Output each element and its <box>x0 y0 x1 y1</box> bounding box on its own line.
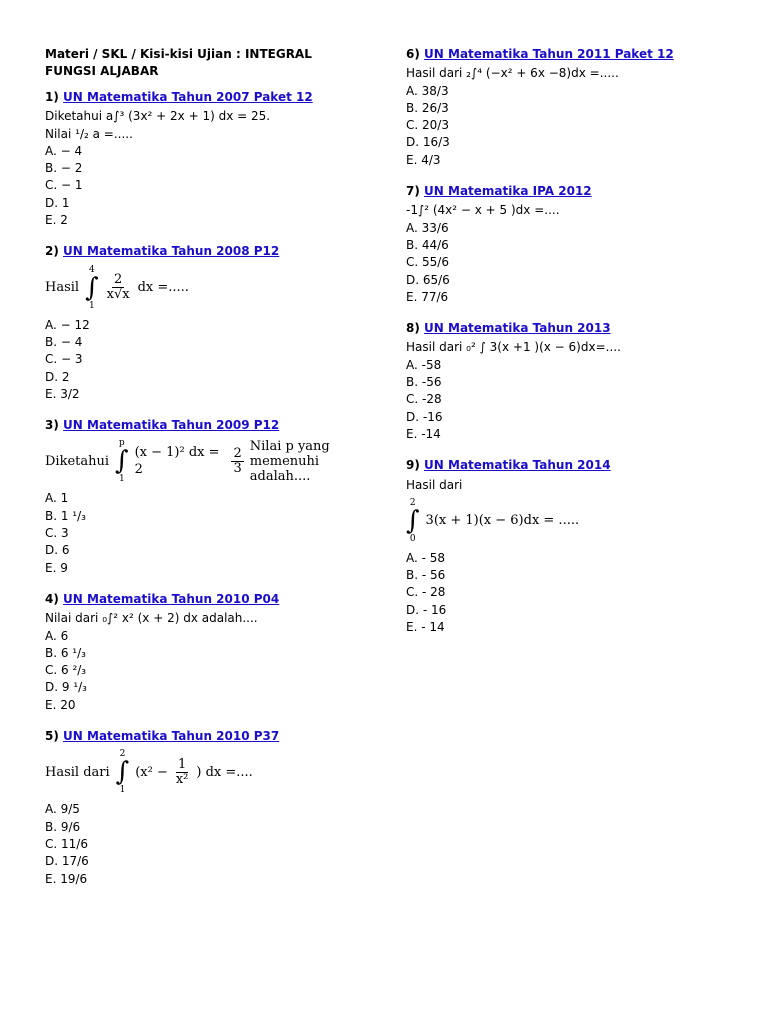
question-5-options <box>45 801 375 887</box>
question-1-link[interactable]: UN Matematika Tahun 2007 Paket 12 <box>63 90 313 104</box>
option-c: C. 11/6 <box>45 836 88 851</box>
question-3-formula: Diketahui p ∫ 1 (x − 1)² dx = 2 $\frac{2}{3}$ Nilai p yang memenuhi adalah.... <box>45 438 330 485</box>
document-title: Materi / SKL / Kisi-kisi Ujian : INTEGRAL FUNGSI ALJABAR <box>45 47 312 78</box>
option-b: B. - 56 <box>406 568 446 583</box>
option-b: B. 9/6 <box>45 819 81 834</box>
question-1-text-2: Nilai ¹/₂ a =..... <box>45 126 133 141</box>
question-2-link[interactable]: UN Matematika Tahun 2008 P12 <box>63 244 280 259</box>
question-9-link[interactable]: UN Matematika Tahun 2014 <box>424 458 611 473</box>
question-1: 1) UN Matematika Tahun 2007 Paket 12 Diketahui a∫³ (3x² + 2x + 1) dx = 25. Nilai ¹/₂ a =..... A. − 4 B. − 2 C. − 1 D. 1 E. 2 <box>45 89 375 229</box>
option-e: E. 2 <box>45 213 68 228</box>
option-e: E. 77/6 <box>406 289 449 304</box>
question-2-formula: Hasil 4 ∫ 1 $\frac{2}{x√x}$ dx =..... <box>45 264 189 311</box>
question-5-formula: Hasil dari 2 ∫ 1 (x² − $\frac{1}{\text{x²}}$ ) dx =.... <box>45 749 253 796</box>
question-1-text: Diketahui a∫³ (3x² + 2x + 1) dx = 25. <box>45 109 271 124</box>
option-e: E. - 14 <box>406 620 445 635</box>
option-b: B. − 4 <box>45 334 83 349</box>
option-c: C. 3 <box>45 526 69 541</box>
option-a: A. − 4 <box>45 143 83 158</box>
question-9-options <box>406 550 736 636</box>
question-6: 6) UN Matematika Tahun 2011 Paket 12 Hasil dari ₂∫⁴ (−x² + 6x −8)dx =..... A. 38/3 B. 26/3 C. 20/3 D. 16/3 E. 4/3 <box>406 46 736 169</box>
option-e: E. 3/2 <box>45 386 80 401</box>
option-d: D. 17/6 <box>45 854 89 869</box>
option-d: D. 1 <box>45 195 70 210</box>
question-8-link[interactable]: UN Matematika Tahun 2013 <box>424 321 611 336</box>
fraction: $\frac{2}{x√x}$ <box>106 272 130 303</box>
option-e: E. 19/6 <box>45 871 88 886</box>
question-9-text: Hasil dari <box>406 477 463 492</box>
integral-sign: 4 ∫ 1 <box>85 264 99 311</box>
option-b: B. 1 ¹/₃ <box>45 508 86 523</box>
option-b: B. 44/6 <box>406 237 449 252</box>
option-d: D. 65/6 <box>406 272 450 287</box>
left-column <box>45 46 375 902</box>
question-3-options <box>45 490 375 576</box>
option-d: D. 16/3 <box>406 135 450 150</box>
question-1-options <box>45 143 375 229</box>
option-d: D. 6 <box>45 543 70 558</box>
option-a: A. 1 <box>45 491 69 506</box>
option-e: E. 4/3 <box>406 152 441 167</box>
option-c: C. 20/3 <box>406 118 449 133</box>
option-a: A. 33/6 <box>406 220 449 235</box>
question-3-link[interactable]: UN Matematika Tahun 2009 P12 <box>63 418 280 433</box>
question-6-options <box>406 83 736 169</box>
question-4-link[interactable]: UN Matematika Tahun 2010 P04 <box>63 591 280 606</box>
fraction: $\frac{1}{\text{x²}}$ <box>175 756 189 787</box>
option-c: C. 6 ²/₃ <box>45 663 87 678</box>
question-8-text: Hasil dari ₀² ∫ 3(x +1 )(x − 6)dx=.... <box>406 340 621 355</box>
question-9: 9) UN Matematika Tahun 2014 Hasil dari 2 ∫ 0 3(x + 1)(x − 6)dx = ..... A. - 58 B. - 56 C. - 28 D. - 16 E. - 14 <box>406 457 736 636</box>
question-5: 5) UN Matematika Tahun 2010 P37 Hasil dari 2 ∫ 1 (x² − $\frac{1}{\text{x²}}$ ) dx =.... A. 9/5 B. 9/6 C. 11/6 D. 17/6 E. 19/6 <box>45 728 375 888</box>
question-4-text: Nilai dari ₀∫² x² (x + 2) dx adalah.... <box>45 611 258 626</box>
question-2-options <box>45 317 375 403</box>
option-b: B. 6 ¹/₃ <box>45 645 86 660</box>
option-b: B. − 2 <box>45 161 83 176</box>
question-8-options <box>406 357 736 443</box>
option-c: C. − 3 <box>45 352 83 367</box>
option-c: C. -28 <box>406 392 442 407</box>
integral-sign: 2 ∫ 1 <box>115 749 130 796</box>
option-a: A. - 58 <box>406 550 446 565</box>
fraction: $\frac{2}{3}$ <box>233 445 242 476</box>
question-6-link[interactable]: UN Matematika Tahun 2011 Paket 12 <box>424 47 674 61</box>
option-a: A. − 12 <box>45 317 90 332</box>
right-column <box>406 46 736 650</box>
option-c: C. − 1 <box>45 178 83 193</box>
question-7-link[interactable]: UN Matematika IPA 2012 <box>424 184 592 199</box>
question-5-link[interactable]: UN Matematika Tahun 2010 P37 <box>63 729 280 744</box>
question-7-options <box>406 220 736 306</box>
option-e: E. 20 <box>45 697 76 712</box>
option-e: E. 9 <box>45 560 68 575</box>
option-a: A. -58 <box>406 357 442 372</box>
option-a: A. 6 <box>45 628 69 643</box>
question-4: 4) UN Matematika Tahun 2010 P04 Nilai dari ₀∫² x² (x + 2) dx adalah.... A. 6 B. 6 ¹/₃ C. 6 ²/₃ D. 9 ¹/₃ E. 20 <box>45 591 375 714</box>
option-d: D. - 16 <box>406 602 447 617</box>
integral-sign: p ∫ 1 <box>115 438 129 485</box>
option-c: C. 55/6 <box>406 255 449 270</box>
question-7: 7) UN Matematika IPA 2012 -1∫² (4x² − x + 5 )dx =.... A. 33/6 B. 44/6 C. 55/6 D. 65/6 E. 77/6 <box>406 183 736 306</box>
option-a: A. 38/3 <box>406 83 449 98</box>
question-9-formula: 2 ∫ 0 3(x + 1)(x − 6)dx = ..... <box>406 497 580 544</box>
option-d: D. 2 <box>45 369 70 384</box>
option-d: D. 9 ¹/₃ <box>45 680 87 695</box>
question-4-options <box>45 628 375 714</box>
integral-sign: 2 ∫ 0 <box>406 497 420 544</box>
option-a: A. 9/5 <box>45 802 80 817</box>
question-6-text: Hasil dari ₂∫⁴ (−x² + 6x −8)dx =..... <box>406 66 619 81</box>
option-b: B. 26/3 <box>406 100 449 115</box>
option-c: C. - 28 <box>406 585 446 600</box>
option-e: E. -14 <box>406 426 441 441</box>
question-2: 2) UN Matematika Tahun 2008 P12 Hasil 4 ∫ 1 $\frac{2}{x√x}$ dx =..... A. − 12 B. − 4 C. − 3 D. 2 E. 3/2 <box>45 243 375 403</box>
question-3: 3) UN Matematika Tahun 2009 P12 Diketahui p ∫ 1 (x − 1)² dx = 2 $\frac{2}{3}$ Nilai p yang memenuhi adalah.... A. 1 B. 1 ¹/₃ C. 3 D. 6 E. 9 <box>45 417 375 577</box>
question-8: 8) UN Matematika Tahun 2013 Hasil dari ₀² ∫ 3(x +1 )(x − 6)dx=.... A. -58 B. -56 C. -28 D. -16 E. -14 <box>406 320 736 443</box>
option-b: B. -56 <box>406 375 442 390</box>
question-7-text: -1∫² (4x² − x + 5 )dx =.... <box>406 203 560 218</box>
option-d: D. -16 <box>406 409 443 424</box>
